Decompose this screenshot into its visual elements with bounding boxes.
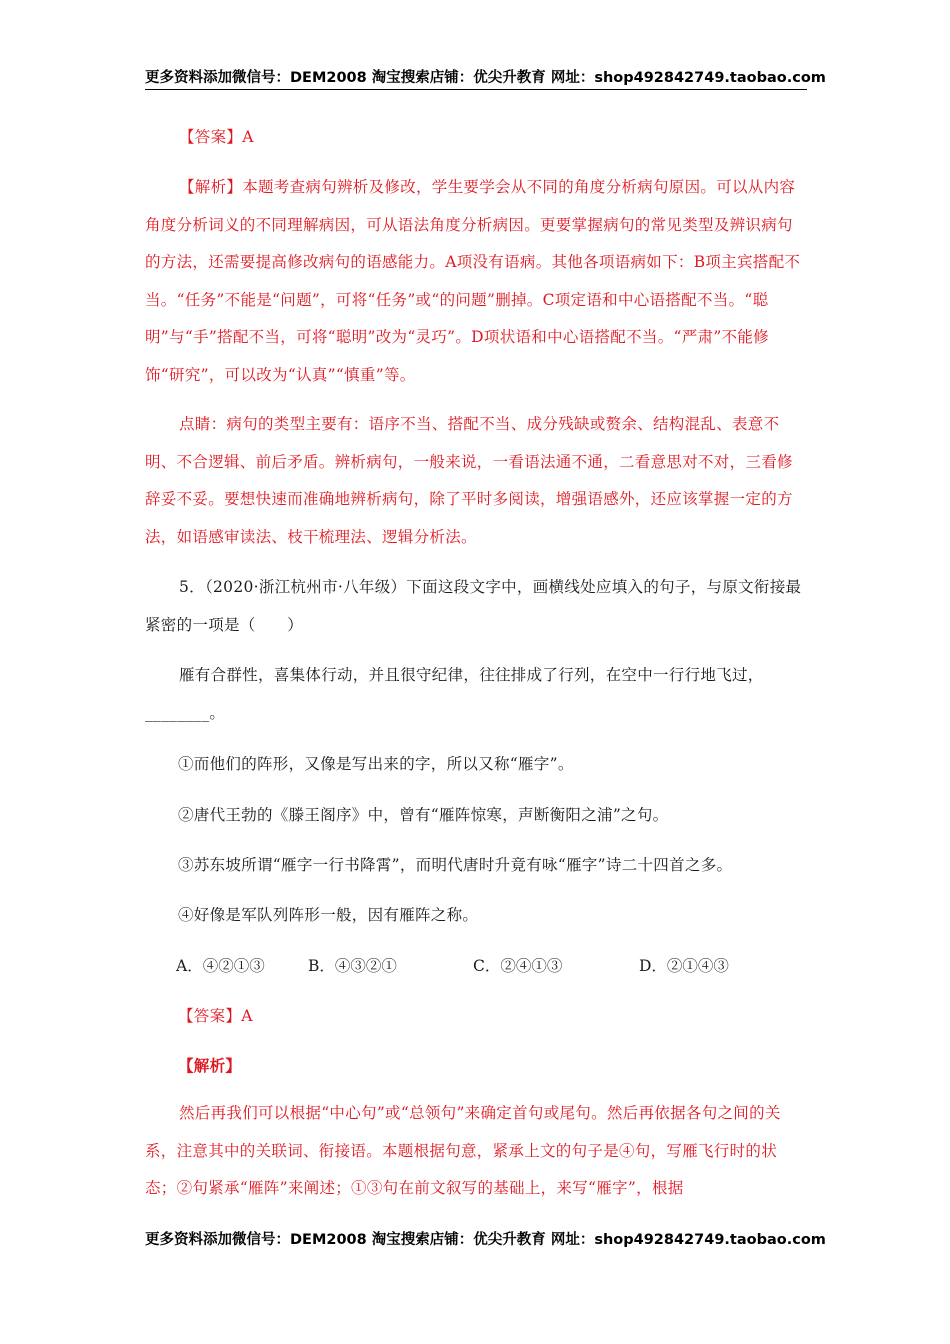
option-b: B．④③②① bbox=[308, 957, 397, 975]
answer-1-text: 【答案】A bbox=[179, 128, 254, 146]
analysis-2-body: 然后再我们可以根据“中心句”或“总领句”来确定首句或尾句。然后再依据各句之间的关系，注意其中的关联词、衔接语。本题根据句意，紧承上文的句子是④句，写雁飞行时的状态；②句紧承“雁阵”来阐述；①③句在前文叙写的基础上，来写“雁字”，根据 bbox=[145, 1104, 781, 1197]
option-c: C．②④①③ bbox=[473, 957, 563, 975]
sentence-3: ③苏东坡所谓“雁字一行书降霄”，而明代唐时升竟有咏“雁字”诗二十四首之多。 bbox=[178, 856, 733, 874]
analysis-2-title: 【解析】 bbox=[178, 1057, 242, 1075]
analysis-1: 【解析】本题考查病句辨析及修改，学生要学会从不同的角度分析病句原因。可以从内容角度分析词义的不同理解病因，可从语法角度分析病因。更要掌握病句的常见类型及辨识病句的方法，还需要提高修改病句的语感能力。A项没有语病。其他各项语病如下：B项主宾搭配不当。“任务”不能是“问题”，可将“任务”或“的问题”删掉。C项定语和中心语搭配不当。“聪明”与“手”搭配不当，可将“聪明”改为“灵巧”。D项状语和中心语搭配不当。“严肃”不能修饰“研究”，可以改为“认真”“慎重”等。 bbox=[145, 178, 801, 384]
page-footer: 更多资料添加微信号：DEM2008 淘宝搜索店铺：优尖升教育 网址：shop492842749.taobao.com bbox=[145, 1232, 826, 1248]
sentence-4: ④好像是军队列阵形一般，因有雁阵之称。 bbox=[178, 906, 479, 924]
sentence-1: ①而他们的阵形，又像是写出来的字，所以又称“雁字”。 bbox=[178, 755, 574, 773]
option-a: A．④②①③ bbox=[176, 957, 265, 975]
answer-1 bbox=[145, 119, 805, 157]
answer-2: 【答案】A bbox=[178, 1007, 253, 1025]
option-d: D．②①④③ bbox=[639, 957, 729, 975]
sentence-2: ②唐代王勃的《滕王阁序》中，曾有“雁阵惊寒，声断衡阳之浦”之句。 bbox=[178, 806, 669, 824]
tip-1: 点睛：病句的类型主要有：语序不当、搭配不当、成分残缺或赘余、结构混乱、表意不明、不合逻辑、前后矛盾。辨析病句，一般来说，一看语法通不通，二看意思对不对，三看修辞妥不妥。要想快速而准确地辨析病句，除了平时多阅读，增强语感外，还应该掌握一定的方法，如语感审读法、枝干梳理法、逻辑分析法。 bbox=[145, 415, 793, 546]
page-header: 更多资料添加微信号：DEM2008 淘宝搜索店铺：优尖升教育 网址：shop492842749.taobao.com bbox=[145, 70, 826, 86]
question-5-passage: 雁有合群性，喜集体行动，并且很守纪律，往往排成了行列，在空中一行行地飞过，________。 bbox=[145, 666, 764, 722]
header-divider bbox=[145, 89, 807, 90]
question-5-stem: 5．（2020·浙江杭州市·八年级）下面这段文字中，画横线处应填入的句子，与原文衔接最紧密的一项是（ ） bbox=[145, 578, 802, 634]
